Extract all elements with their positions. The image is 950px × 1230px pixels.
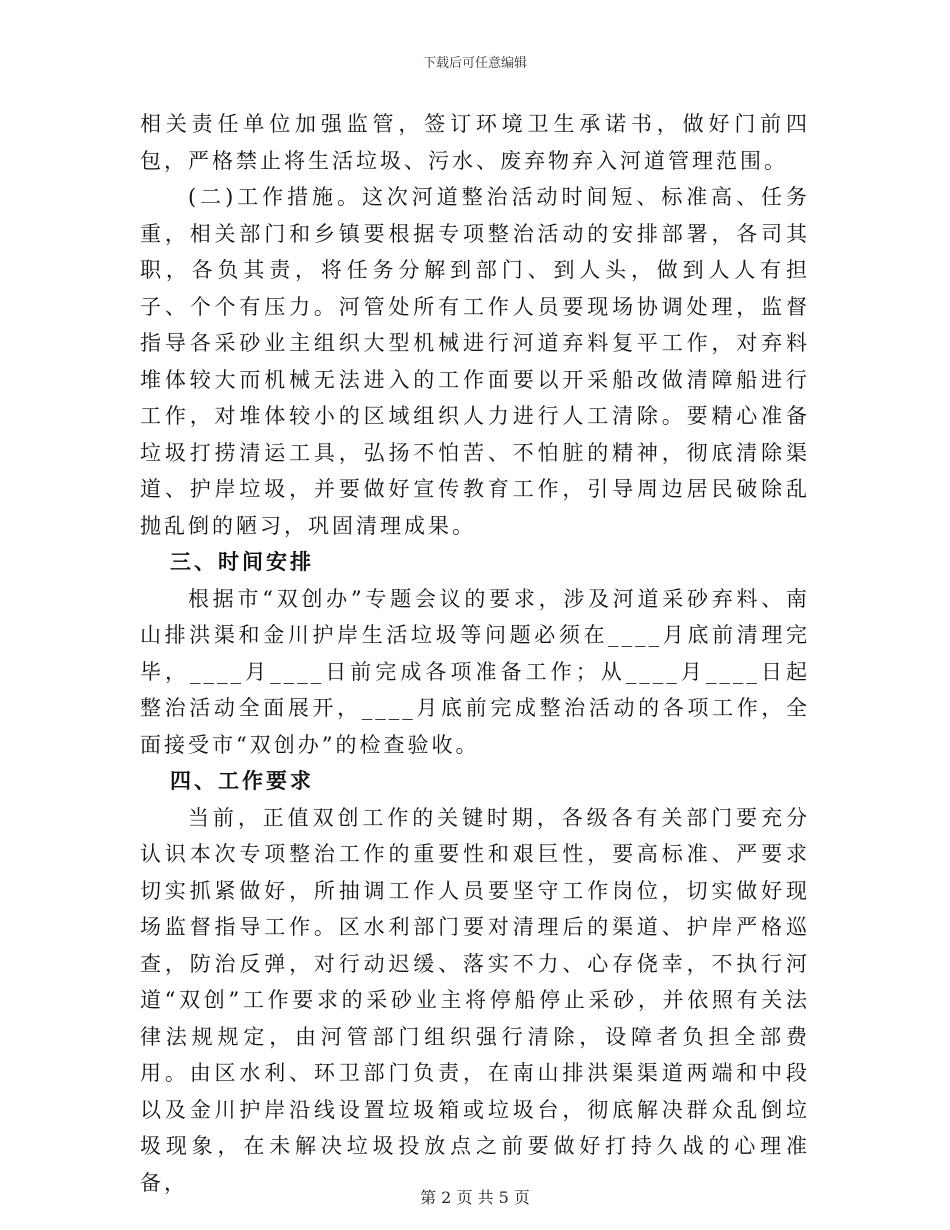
page-header-note: 下载后可任意编辑 — [422, 56, 527, 71]
page-number: 第 2 页 共 5 页 — [420, 1188, 530, 1207]
paragraph: 相关责任单位加强监管，签订环境卫生承诺书，做好门前四包，严格禁止将生活垃圾、污水、废弃物弃入河道管理范围。 — [140, 112, 810, 173]
paragraph: 根据市“双创办”专题会议的要求，涉及河道采砂弃料、南山排洪渠和金川护岸生活垃圾等问题必须在____月底前清理完毕，____月____日前完成各项准备工作；从____月____日起整治活动全面展开，____月底前完成整治活动的各项工作，全面接受市“双创办”的检查验收。 — [140, 586, 810, 757]
section-heading: 四、工作要求 — [170, 769, 314, 793]
paragraph: (二)工作措施。这次河道整治活动时间短、标准高、任务重，相关部门和乡镇要根据专项整治活动的安排部署，各司其职，各负其责，将任务分解到部门、到人头，做到人人有担子、个个有压力。河管处所有工作人员要现场协调处理，监督指导各采砂业主组织大型机械进行河道弃料复平工作，对弃料堆体较大而机械无法进入的工作面要以开采船改做清障船进行工作，对堆体较小的区域组织人力进行人工清除。要精心准备垃圾打捞清运工具，弘扬不怕苦、不怕脏的精神，彻底清除渠道、护岸垃圾，并要做好宣传教育工作，引导周边居民破除乱抛乱倒的陋习，巩固清理成果。 — [140, 185, 810, 538]
section-heading: 三、时间安排 — [170, 550, 314, 574]
paragraph: 当前，正值双创工作的关键时期，各级各有关部门要充分认识本次专项整治工作的重要性和艰巨性，要高标准、严要求切实抓紧做好，所抽调工作人员要坚守工作岗位，切实做好现场监督指导工作。区水利部门要对清理后的渠道、护岸严格巡查，防治反弹，对行动迟缓、落实不力、心存侥幸，不执行河道“双创”工作要求的采砂业主将停船停止采砂，并依照有关法律法规规定，由河管部门组织强行清除，设障者负担全部费用。由区水利、环卫部门负责，在南山排洪渠渠道两端和中段以及金川护岸沿线设置垃圾箱或垃圾台，彻底解决群众乱倒垃圾现象，在未解决垃圾投放点之前要做好打持久战的心理准备， — [140, 805, 810, 1195]
document-body — [140, 106, 810, 1201]
